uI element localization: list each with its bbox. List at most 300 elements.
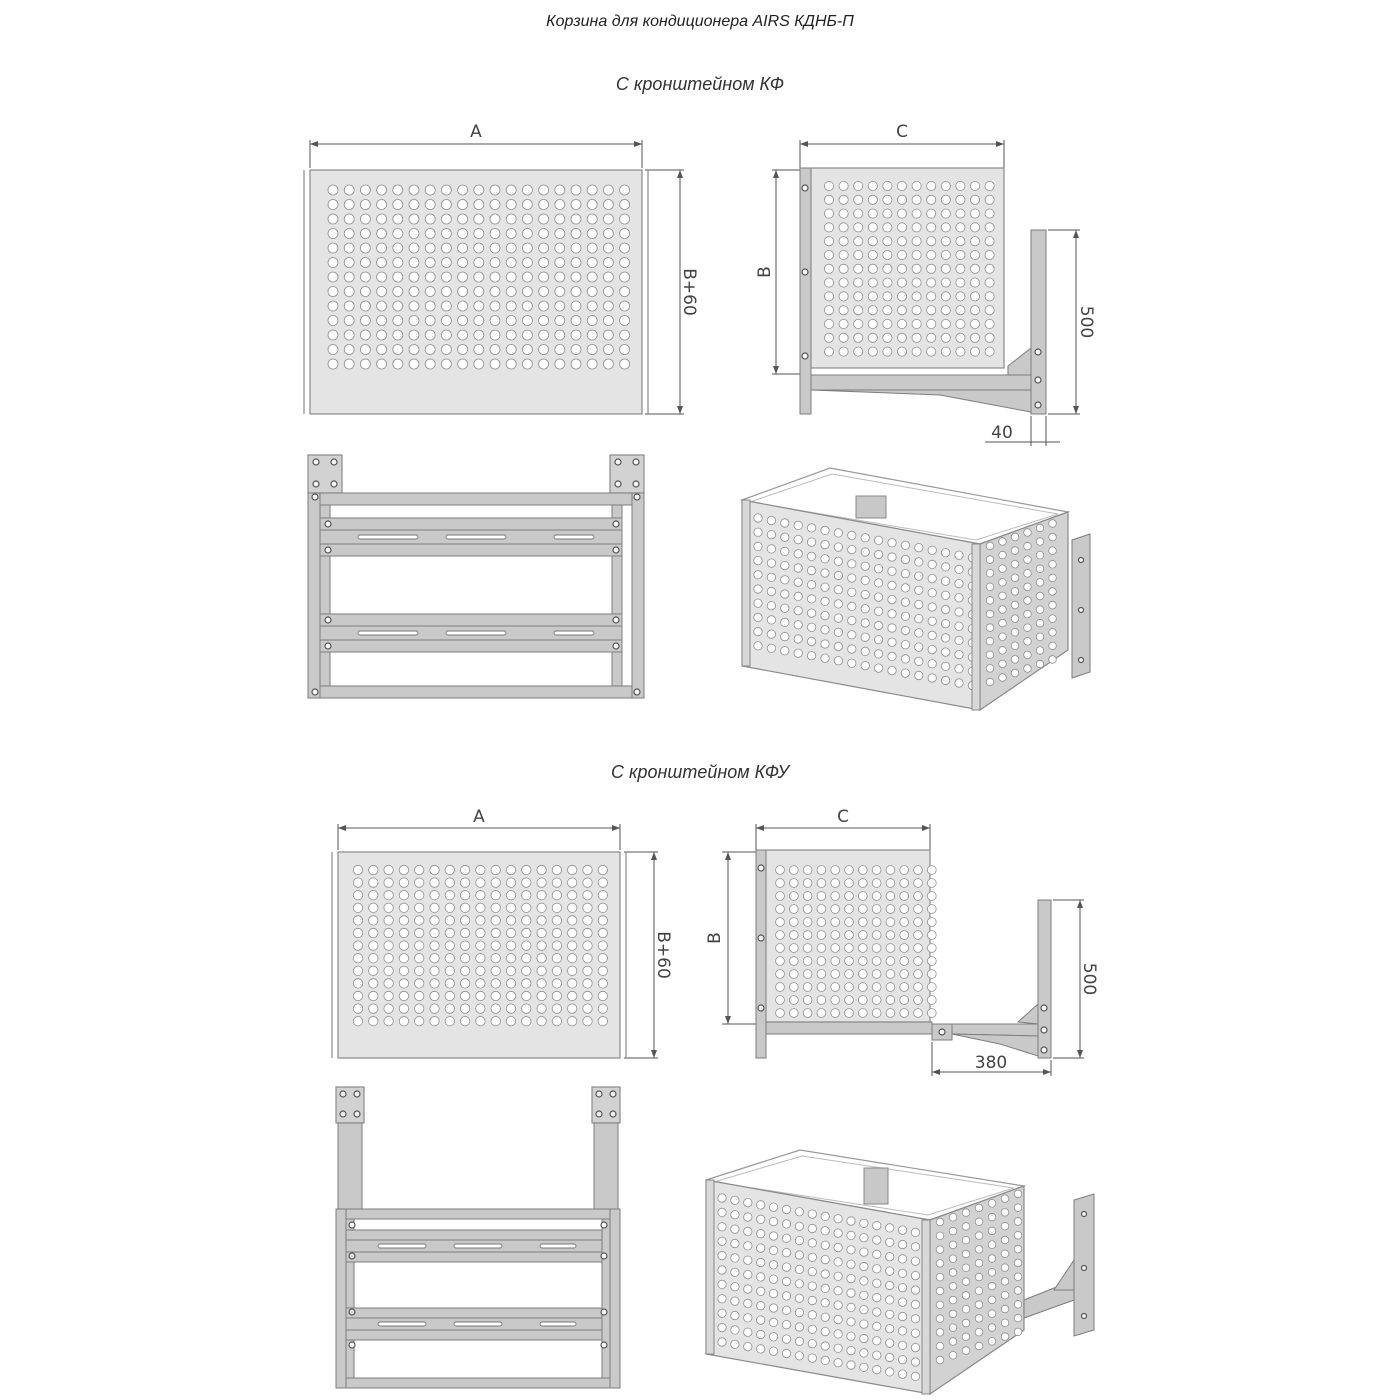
perforation-hole xyxy=(803,866,812,875)
perforation-hole xyxy=(821,597,829,605)
perforation-hole xyxy=(360,272,370,282)
perforation-hole xyxy=(393,359,403,369)
perforation-hole xyxy=(344,287,354,297)
perforation-hole xyxy=(956,264,965,273)
perforation-hole xyxy=(970,333,979,342)
perforation-hole xyxy=(430,891,439,900)
perforation-hole xyxy=(970,250,979,259)
perforation-hole xyxy=(506,928,515,937)
perforation-hole xyxy=(718,1323,726,1331)
perforation-hole xyxy=(360,229,370,239)
perforation-hole xyxy=(369,954,378,963)
perforation-hole xyxy=(936,1329,944,1337)
perforation-hole xyxy=(537,928,546,937)
perforation-hole xyxy=(898,1269,906,1277)
perforation-hole xyxy=(399,891,408,900)
perforation-hole xyxy=(360,301,370,311)
perforation-hole xyxy=(744,1242,752,1250)
perforation-hole xyxy=(430,903,439,912)
perforation-hole xyxy=(377,301,387,311)
perforation-hole xyxy=(539,345,549,355)
perforation-hole xyxy=(571,345,581,355)
perforation-hole xyxy=(874,650,882,658)
perforation-hole xyxy=(425,229,435,239)
perforation-hole xyxy=(808,1210,816,1218)
perforation-hole xyxy=(794,550,802,558)
perforation-hole xyxy=(955,565,963,573)
perforation-hole xyxy=(539,200,549,210)
perforation-hole xyxy=(847,1231,855,1239)
perforation-hole xyxy=(460,966,469,975)
perforation-hole xyxy=(911,1228,919,1236)
perforation-hole xyxy=(781,519,789,527)
perforation-hole xyxy=(568,1004,577,1013)
perforation-hole xyxy=(369,966,378,975)
perforation-hole xyxy=(537,1004,546,1013)
perforation-hole xyxy=(928,617,936,625)
perforation-hole xyxy=(1001,1222,1009,1230)
perforation-hole xyxy=(506,359,516,369)
perforation-hole xyxy=(754,642,762,650)
perforation-hole xyxy=(620,243,630,253)
perforation-hole xyxy=(445,865,454,874)
perforation-hole xyxy=(430,916,439,925)
perforation-hole xyxy=(603,200,613,210)
perforation-hole xyxy=(1011,628,1019,636)
perforation-hole xyxy=(956,306,965,315)
perforation-hole xyxy=(539,214,549,224)
perforation-hole xyxy=(794,592,802,600)
perforation-hole xyxy=(425,287,435,297)
perforation-hole xyxy=(1036,592,1044,600)
perforation-hole xyxy=(384,865,393,874)
perforation-hole xyxy=(936,1218,944,1226)
side-1-dim-40: 40 xyxy=(991,423,1013,443)
perforation-hole xyxy=(430,928,439,937)
perforation-hole xyxy=(328,258,338,268)
perforation-hole xyxy=(839,209,848,218)
perforation-hole xyxy=(860,1320,868,1328)
perforation-hole xyxy=(886,866,895,875)
perforation-hole xyxy=(344,229,354,239)
perforation-hole xyxy=(476,941,485,950)
perforation-hole xyxy=(808,1282,816,1290)
perforation-hole xyxy=(587,200,597,210)
perforation-hole xyxy=(999,633,1007,641)
perforation-hole xyxy=(490,229,500,239)
perforation-hole xyxy=(901,541,909,549)
perforation-hole xyxy=(491,941,500,950)
side-2-dim-380: 380 xyxy=(974,1053,1008,1073)
perforation-hole xyxy=(1036,538,1044,546)
perforation-hole xyxy=(975,1232,983,1240)
perforation-hole xyxy=(1011,560,1019,568)
perforation-hole xyxy=(941,634,949,642)
perforation-hole xyxy=(873,1293,881,1301)
perforation-hole xyxy=(603,214,613,224)
perforation-hole xyxy=(441,287,451,297)
perforation-hole xyxy=(803,957,812,966)
perforation-hole xyxy=(460,954,469,963)
perforation-hole xyxy=(845,970,854,979)
perforation-hole xyxy=(911,1343,919,1351)
perforation-hole xyxy=(360,287,370,297)
perforation-hole xyxy=(928,674,936,682)
perforation-hole xyxy=(522,229,532,239)
perforation-hole xyxy=(831,944,840,953)
perforation-hole xyxy=(552,891,561,900)
perforation-hole xyxy=(999,592,1007,600)
perforation-hole xyxy=(568,941,577,950)
perforation-hole xyxy=(986,651,994,659)
perforation-hole xyxy=(571,200,581,210)
perforation-hole xyxy=(868,195,877,204)
perforation-hole xyxy=(415,891,424,900)
perforation-hole xyxy=(568,865,577,874)
perforation-hole xyxy=(555,272,565,282)
perforation-hole xyxy=(506,287,516,297)
perforation-hole xyxy=(868,319,877,328)
perforation-hole xyxy=(506,979,515,988)
perforation-hole xyxy=(883,209,892,218)
perforation-hole xyxy=(915,629,923,637)
section-2-heading: С кронштейном КФУ xyxy=(610,762,790,782)
perforation-hole xyxy=(384,878,393,887)
perforation-hole xyxy=(754,514,762,522)
perforation-hole xyxy=(803,944,812,953)
perforation-hole xyxy=(769,1275,777,1283)
perforation-hole xyxy=(776,879,785,888)
perforation-hole xyxy=(975,1259,983,1267)
perforation-hole xyxy=(430,1017,439,1026)
perforation-hole xyxy=(491,891,500,900)
perforation-hole xyxy=(425,200,435,210)
perforation-hole xyxy=(839,264,848,273)
perforation-hole xyxy=(522,214,532,224)
perforation-hole xyxy=(782,1277,790,1285)
perforation-hole xyxy=(883,195,892,204)
perforation-hole xyxy=(821,1212,829,1220)
perforation-hole xyxy=(975,1218,983,1226)
perforation-hole xyxy=(769,1232,777,1240)
perforation-hole xyxy=(328,301,338,311)
perforation-hole xyxy=(848,545,856,553)
perforation-hole xyxy=(821,611,829,619)
perforation-hole xyxy=(985,333,994,342)
perforation-hole xyxy=(393,214,403,224)
perforation-hole xyxy=(807,524,815,532)
perforation-hole xyxy=(794,535,802,543)
perforation-hole xyxy=(831,1009,840,1018)
perforation-hole xyxy=(839,278,848,287)
perforation-hole xyxy=(988,1338,996,1346)
perforation-hole xyxy=(328,359,338,369)
perforation-hole xyxy=(767,587,775,595)
perforation-hole xyxy=(384,954,393,963)
perforation-hole xyxy=(886,931,895,940)
perforation-hole xyxy=(886,905,895,914)
perforation-hole xyxy=(860,1234,868,1242)
perforation-hole xyxy=(393,287,403,297)
perforation-hole xyxy=(782,1220,790,1228)
perforation-hole xyxy=(1049,629,1057,637)
perforation-hole xyxy=(817,879,826,888)
perforation-hole xyxy=(927,970,936,979)
perforation-hole xyxy=(794,635,802,643)
perforation-hole xyxy=(912,306,921,315)
perforation-hole xyxy=(491,903,500,912)
perforation-hole xyxy=(377,229,387,239)
perforation-hole xyxy=(353,865,362,874)
perforation-hole xyxy=(415,903,424,912)
perforation-hole xyxy=(901,669,909,677)
perforation-hole xyxy=(886,1368,894,1376)
perforation-hole xyxy=(769,1304,777,1312)
perforation-hole xyxy=(754,528,762,536)
perforation-hole xyxy=(360,214,370,224)
perforation-hole xyxy=(886,1325,894,1333)
perforation-hole xyxy=(873,1337,881,1345)
perforation-hole xyxy=(568,1017,577,1026)
perforation-hole xyxy=(384,1004,393,1013)
perforation-hole xyxy=(522,272,532,282)
perforation-hole xyxy=(603,316,613,326)
perforation-hole xyxy=(537,903,546,912)
perforation-hole xyxy=(587,272,597,282)
perforation-hole xyxy=(911,1300,919,1308)
perforation-hole xyxy=(975,1328,983,1336)
perforation-hole xyxy=(445,966,454,975)
perforation-hole xyxy=(868,306,877,315)
perforation-hole xyxy=(988,1269,996,1277)
perforation-hole xyxy=(975,1342,983,1350)
perforation-hole xyxy=(360,258,370,268)
perforation-hole xyxy=(912,209,921,218)
perforation-hole xyxy=(817,996,826,1005)
perforation-hole xyxy=(490,243,500,253)
perforation-hole xyxy=(898,1255,906,1263)
perforation-hole xyxy=(552,865,561,874)
perforation-hole xyxy=(848,560,856,568)
perforation-hole xyxy=(620,258,630,268)
perforation-hole xyxy=(425,330,435,340)
perforation-hole xyxy=(399,966,408,975)
perforation-hole xyxy=(598,865,607,874)
perforation-hole xyxy=(834,1359,842,1367)
perforation-hole xyxy=(399,954,408,963)
perforation-hole xyxy=(941,292,950,301)
perforation-hole xyxy=(900,983,909,992)
perforation-hole xyxy=(986,569,994,577)
perforation-hole xyxy=(860,1349,868,1357)
perforation-hole xyxy=(886,918,895,927)
perforation-hole xyxy=(425,345,435,355)
perforation-hole xyxy=(769,1203,777,1211)
perforation-hole xyxy=(888,638,896,646)
perforation-hole xyxy=(393,200,403,210)
perforation-hole xyxy=(949,1269,957,1277)
perforation-hole xyxy=(1011,669,1019,677)
perforation-hole xyxy=(795,1323,803,1331)
perforation-hole xyxy=(821,1356,829,1364)
perforation-hole xyxy=(1001,1209,1009,1217)
perforation-hole xyxy=(795,1251,803,1259)
perforation-hole xyxy=(377,185,387,195)
perforation-hole xyxy=(817,905,826,914)
perforation-hole xyxy=(353,1017,362,1026)
perforation-hole xyxy=(571,359,581,369)
perforation-hole xyxy=(522,287,532,297)
perforation-hole xyxy=(883,306,892,315)
perforation-hole xyxy=(847,1318,855,1326)
perforation-hole xyxy=(767,531,775,539)
perforation-hole xyxy=(430,865,439,874)
perforation-hole xyxy=(901,598,909,606)
perforation-hole xyxy=(985,181,994,190)
perforation-hole xyxy=(915,600,923,608)
perforation-hole xyxy=(817,931,826,940)
perforation-hole xyxy=(552,941,561,950)
perforation-hole xyxy=(803,970,812,979)
perforation-hole xyxy=(962,1347,970,1355)
perforation-hole xyxy=(794,564,802,572)
perforation-hole xyxy=(872,905,881,914)
perforation-hole xyxy=(808,1253,816,1261)
perforation-hole xyxy=(598,928,607,937)
perforation-hole xyxy=(886,1238,894,1246)
iso-view-2 xyxy=(706,1150,1094,1394)
perforation-hole xyxy=(384,928,393,937)
perforation-hole xyxy=(795,1294,803,1302)
perforation-hole xyxy=(808,1239,816,1247)
perforation-hole xyxy=(831,879,840,888)
perforation-hole xyxy=(344,243,354,253)
perforation-hole xyxy=(795,1337,803,1345)
perforation-hole xyxy=(754,585,762,593)
perforation-hole xyxy=(807,623,815,631)
perforation-hole xyxy=(928,546,936,554)
perforation-hole xyxy=(776,970,785,979)
perforation-hole xyxy=(458,272,468,282)
perforation-hole xyxy=(949,1227,957,1235)
perforation-hole xyxy=(430,991,439,1000)
perforation-hole xyxy=(854,250,863,259)
perforation-hole xyxy=(425,258,435,268)
perforation-hole xyxy=(474,287,484,297)
perforation-hole xyxy=(328,243,338,253)
perforation-hole xyxy=(460,865,469,874)
perforation-hole xyxy=(927,209,936,218)
perforation-hole xyxy=(868,209,877,218)
perforation-hole xyxy=(767,644,775,652)
perforation-hole xyxy=(409,200,419,210)
perforation-hole xyxy=(587,185,597,195)
perforation-hole xyxy=(539,272,549,282)
perforation-hole xyxy=(807,652,815,660)
perforation-hole xyxy=(598,1017,607,1026)
perforation-hole xyxy=(927,181,936,190)
perforation-hole xyxy=(834,529,842,537)
perforation-hole xyxy=(949,1241,957,1249)
perforation-hole xyxy=(900,931,909,940)
perforation-hole xyxy=(781,647,789,655)
perforation-hole xyxy=(328,316,338,326)
perforation-hole xyxy=(898,1240,906,1248)
perforation-hole xyxy=(956,250,965,259)
perforation-hole xyxy=(900,879,909,888)
perforation-hole xyxy=(344,345,354,355)
perforation-hole xyxy=(848,531,856,539)
perforation-hole xyxy=(344,301,354,311)
perforation-hole xyxy=(834,642,842,650)
front-1-dim-b60: B+60 xyxy=(679,268,699,316)
perforation-hole xyxy=(384,979,393,988)
perforation-hole xyxy=(839,347,848,356)
perforation-hole xyxy=(539,301,549,311)
perforation-hole xyxy=(731,1225,739,1233)
perforation-hole xyxy=(858,1009,867,1018)
perforation-hole xyxy=(1001,1264,1009,1272)
perforation-hole xyxy=(854,347,863,356)
perforation-hole xyxy=(854,237,863,246)
perforation-hole xyxy=(985,319,994,328)
perforation-hole xyxy=(353,991,362,1000)
perforation-hole xyxy=(377,330,387,340)
perforation-hole xyxy=(1001,1236,1009,1244)
perforation-hole xyxy=(571,301,581,311)
perforation-hole xyxy=(955,665,963,673)
perforation-hole xyxy=(539,258,549,268)
perforation-hole xyxy=(956,333,965,342)
perforation-hole xyxy=(834,1215,842,1223)
perforation-hole xyxy=(927,879,936,888)
perforation-hole xyxy=(415,928,424,937)
perforation-hole xyxy=(460,916,469,925)
perforation-hole xyxy=(474,301,484,311)
perforation-hole xyxy=(490,287,500,297)
perforation-hole xyxy=(936,1301,944,1309)
perforation-hole xyxy=(583,903,592,912)
perforation-hole xyxy=(883,333,892,342)
perforation-hole xyxy=(1024,610,1032,618)
perforation-hole xyxy=(731,1297,739,1305)
perforation-hole xyxy=(927,319,936,328)
perforation-hole xyxy=(369,916,378,925)
perforation-hole xyxy=(912,237,921,246)
perforation-hole xyxy=(927,1009,936,1018)
perforation-hole xyxy=(936,1287,944,1295)
perforation-hole xyxy=(781,547,789,555)
perforation-hole xyxy=(936,1232,944,1240)
perforation-hole xyxy=(888,595,896,603)
perforation-hole xyxy=(1001,1278,1009,1286)
perforation-hole xyxy=(460,1017,469,1026)
perforation-hole xyxy=(731,1326,739,1334)
perforation-hole xyxy=(409,330,419,340)
perforation-hole xyxy=(377,214,387,224)
perforation-hole xyxy=(858,905,867,914)
perforation-hole xyxy=(460,1004,469,1013)
perforation-hole xyxy=(873,1351,881,1359)
perforation-hole xyxy=(898,1226,906,1234)
perforation-hole xyxy=(522,243,532,253)
perforation-hole xyxy=(912,223,921,232)
perforation-hole xyxy=(555,200,565,210)
perforation-hole xyxy=(409,272,419,282)
perforation-hole xyxy=(834,628,842,636)
perforation-hole xyxy=(539,359,549,369)
perforation-hole xyxy=(620,272,630,282)
